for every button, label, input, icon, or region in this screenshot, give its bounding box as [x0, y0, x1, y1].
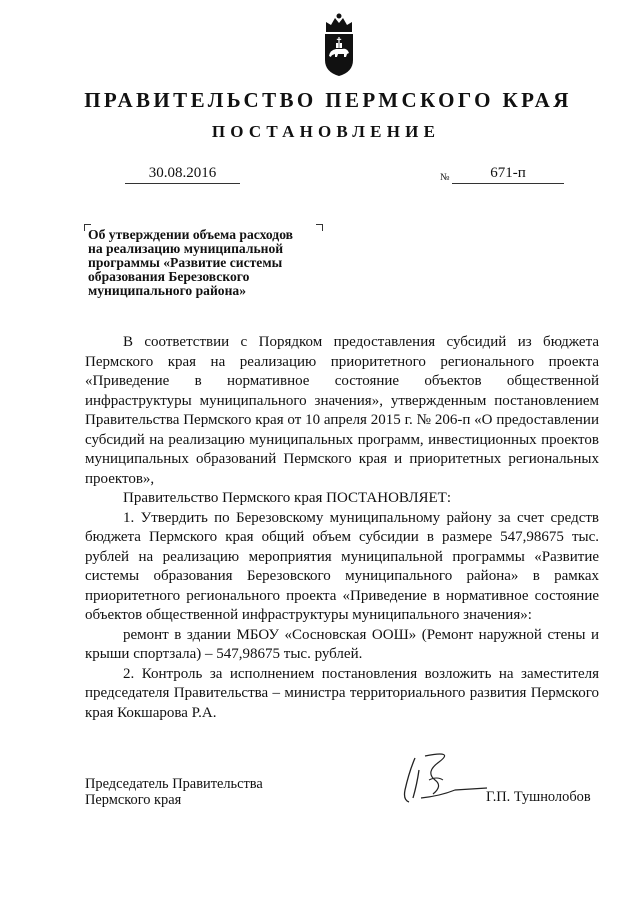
- subject-line: Об утверждении объема расходов: [88, 227, 293, 242]
- coat-of-arms-icon: [318, 12, 360, 78]
- document-type: ПОСТАНОВЛЕНИЕ: [211, 122, 441, 141]
- handwritten-signature: [395, 750, 490, 810]
- body-paragraph-preamble: В соответствии с Порядком предоставления субсидий из бюджета Пермского края на реализацию приоритетного регионального проекта «Приведение в нормативное состояние объектов общественной инфраструктуры муниципального значения», утвержденным постановлением Правительства Пермского края от 10 апреля 2015 г. № 206-п «О предоставлении субсидий на реализацию муниципальных программ, инвестиционных проектов муниципальных образований Пермского края и приоритетных региональных проектов»,: [85, 334, 599, 487]
- signer-position-line: Председатель Правительства: [85, 776, 263, 792]
- document-date: 30.08.2016: [125, 163, 240, 184]
- body-paragraph-resolves: Правительство Пермского края ПОСТАНОВЛЯЕТ:: [123, 490, 452, 506]
- body-paragraph-item-2: 2. Контроль за исполнением постановления возложить на заместителя председателя Правительства – министра территориального развития Пермского края Кокшарова Р.А.: [85, 665, 599, 721]
- subject-line: муниципального района»: [88, 283, 247, 298]
- body-paragraph-repair: ремонт в здании МБОУ «Сосновская ООШ» (Ремонт наружной стены и крыши спортзала) – 547,98675 тыс. рублей.: [85, 626, 599, 662]
- signer-name: Г.П. Тушнолобов: [486, 789, 591, 805]
- document-number: 671-п: [452, 163, 564, 184]
- subject-line: программы «Развитие системы: [88, 255, 283, 270]
- subject-line: на реализацию муниципальной: [88, 241, 284, 256]
- number-sign: №: [440, 172, 450, 183]
- subject-line: образования Березовского: [88, 269, 250, 284]
- body-paragraph-item-1: 1. Утвердить по Березовскому муниципальному району за счет средств бюджета Пермского края общий объем субсидии в размере 547,98675 тыс. рублей на реализацию мероприятия муниципальной программы «Развитие системы образования Березовского муниципального района» в рамках приоритетного регионального проекта «Приведение в нормативное состояние объектов общественной инфраструктуры муниципального значения»:: [85, 509, 599, 623]
- signer-position: [85, 776, 263, 808]
- government-title: ПРАВИТЕЛЬСТВО ПЕРМСКОГО КРАЯ: [84, 88, 572, 112]
- document-subject: [88, 228, 328, 298]
- document-body: [85, 333, 599, 723]
- signer-position-line: Пермского края: [85, 792, 182, 808]
